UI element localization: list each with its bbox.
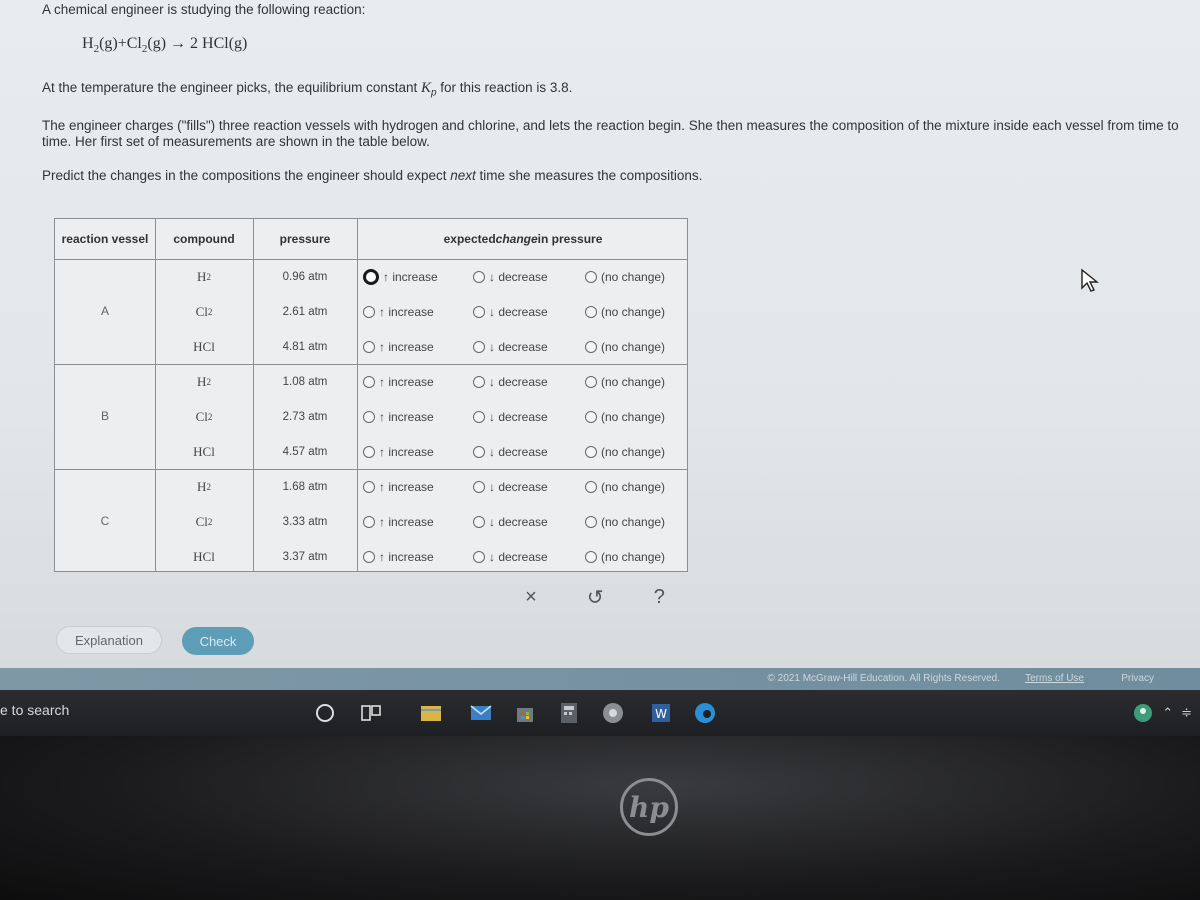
kp-prefix: At the temperature the engineer picks, the equilibrium constant [42, 80, 421, 95]
radio-button[interactable] [585, 481, 597, 493]
pressure-cell: 1.68 atm [282, 480, 328, 493]
radio-button[interactable] [473, 376, 485, 388]
increase-option[interactable] [363, 504, 434, 539]
windows-taskbar [0, 690, 1200, 736]
compound-cell [155, 294, 253, 329]
radio-button[interactable] [585, 306, 597, 318]
nochange-label: (no change) [601, 444, 666, 459]
calculator-icon[interactable] [556, 700, 582, 726]
pressure-cell: 2.73 atm [282, 410, 328, 423]
header-change [357, 219, 689, 259]
radio-button[interactable] [473, 516, 485, 528]
nochange-label: (no change) [601, 269, 666, 284]
table-row [55, 329, 687, 364]
header-compound: compound [173, 231, 235, 246]
radio-button[interactable] [363, 446, 375, 458]
header-change-em: change [495, 231, 538, 246]
nochange-label: (no change) [601, 374, 666, 389]
increase-option[interactable] [363, 539, 434, 574]
answer-actions [500, 584, 690, 610]
pressure-table [54, 218, 688, 572]
nochange-label: (no change) [601, 409, 666, 424]
nochange-label: (no change) [601, 304, 666, 319]
network-icon[interactable]: ≑ [1181, 705, 1192, 720]
cortana-icon[interactable] [312, 700, 338, 726]
increase-label: ↑ increase [383, 269, 438, 284]
compound-symbol: H [197, 268, 207, 284]
check-button[interactable]: Check [182, 627, 254, 655]
decrease-option[interactable] [473, 504, 548, 539]
copyright-text: © 2021 McGraw-Hill Education. All Rights Reserved. [767, 673, 1000, 684]
eq-h2-state: (g)+Cl [99, 35, 142, 52]
increase-label: ↑ increase [379, 409, 434, 424]
kp-subscript: p [430, 87, 437, 99]
predict-text [42, 168, 702, 184]
table-row [55, 539, 687, 574]
nochange-label: (no change) [601, 514, 666, 529]
decrease-label: ↓ decrease [489, 444, 548, 459]
radio-button[interactable] [585, 376, 597, 388]
radio-button[interactable] [363, 376, 375, 388]
table-row [55, 364, 687, 399]
predict-b: time she measures the compositions. [475, 168, 703, 183]
compound-cell [155, 399, 253, 434]
compound-subscript: 2 [206, 481, 211, 492]
vessel-label: B [100, 408, 109, 423]
radio-button[interactable] [363, 269, 379, 285]
file-explorer-icon[interactable] [418, 700, 444, 726]
predict-em: next [450, 168, 476, 183]
table-row [55, 259, 687, 294]
eq-rest: (g) → 2 HCl(g) [147, 35, 248, 52]
radio-button[interactable] [363, 481, 375, 493]
kp-suffix: for this reaction is 3.8. [436, 80, 573, 95]
radio-button[interactable] [363, 516, 375, 528]
word-icon[interactable] [648, 700, 674, 726]
reaction-equation [82, 36, 247, 57]
radio-button[interactable] [473, 411, 485, 423]
intro-text: A chemical engineer is studying the following reaction: [42, 2, 366, 17]
nochange-label: (no change) [601, 339, 666, 354]
radio-button[interactable] [585, 411, 597, 423]
chevron-up-icon[interactable]: ⌃ [1162, 705, 1174, 720]
increase-option[interactable] [363, 434, 434, 469]
increase-label: ↑ increase [379, 479, 434, 494]
compound-cell [155, 259, 253, 294]
decrease-label: ↓ decrease [489, 479, 548, 494]
compound-subscript: 2 [207, 306, 213, 317]
help-icon[interactable]: ? [653, 585, 665, 608]
explanation-button[interactable]: Explanation [56, 626, 162, 654]
mouse-pointer-icon [1080, 268, 1102, 294]
decrease-option[interactable] [473, 364, 548, 399]
increase-option[interactable] [363, 329, 434, 364]
radio-button[interactable] [363, 341, 375, 353]
radio-button[interactable] [585, 516, 597, 528]
increase-option[interactable] [363, 399, 434, 434]
table-row [55, 294, 687, 329]
nochange-option[interactable] [585, 294, 665, 329]
decrease-option[interactable] [473, 434, 548, 469]
radio-button[interactable] [473, 551, 485, 563]
pressure-cell: 3.37 atm [282, 550, 328, 563]
compound-subscript: 2 [206, 271, 211, 282]
radio-button[interactable] [473, 481, 485, 493]
decrease-label: ↓ decrease [489, 374, 548, 389]
increase-option[interactable] [363, 364, 434, 399]
radio-button[interactable] [473, 341, 485, 353]
compound-symbol: HCl [193, 548, 215, 564]
pressure-cell: 4.57 atm [282, 445, 328, 458]
undo-icon[interactable]: ↺ [586, 586, 604, 609]
compound-symbol: H [197, 373, 207, 389]
decrease-option[interactable] [473, 399, 548, 434]
clear-icon[interactable]: × [525, 585, 537, 608]
radio-button[interactable] [363, 551, 375, 563]
store-icon[interactable] [512, 700, 538, 726]
privacy-link[interactable]: Privacy [1121, 673, 1154, 684]
eq-h2-sub: 2 [93, 43, 100, 56]
compound-cell [155, 539, 253, 574]
compound-cell [155, 364, 253, 399]
decrease-option[interactable] [473, 539, 548, 574]
pressure-cell: 1.08 atm [282, 375, 328, 388]
pressure-cell: 2.61 atm [282, 305, 328, 318]
table-row [55, 434, 687, 469]
increase-option[interactable] [363, 259, 438, 294]
increase-label: ↑ increase [379, 444, 434, 459]
header-change-b: in pressure [537, 231, 603, 246]
task-view-icon[interactable] [358, 700, 384, 726]
edge-icon[interactable] [692, 700, 718, 726]
increase-label: ↑ increase [379, 514, 434, 529]
decrease-label: ↓ decrease [489, 514, 548, 529]
radio-button[interactable] [473, 446, 485, 458]
increase-option[interactable] [363, 469, 434, 504]
compound-cell [155, 329, 253, 364]
radio-button[interactable] [585, 271, 597, 283]
radio-button[interactable] [585, 446, 597, 458]
decrease-label: ↓ decrease [489, 549, 548, 564]
compound-symbol: Cl [195, 408, 208, 424]
pressure-cell: 4.81 atm [282, 340, 328, 353]
radio-button[interactable] [585, 341, 597, 353]
nochange-option[interactable] [585, 504, 665, 539]
vessel-label: A [100, 303, 109, 318]
eq-h2: H [82, 35, 94, 52]
nochange-option[interactable] [585, 434, 665, 469]
terms-link[interactable]: Terms of Use [1025, 673, 1084, 684]
header-change-a: expected [443, 231, 496, 246]
increase-label: ↑ increase [379, 549, 434, 564]
nochange-option[interactable] [585, 399, 665, 434]
compound-symbol: H [197, 478, 207, 494]
decrease-label: ↓ decrease [489, 304, 548, 319]
compound-cell [155, 504, 253, 539]
user-avatar-icon[interactable] [1132, 702, 1154, 724]
svg-text:W: W [655, 707, 667, 721]
compound-cell [155, 434, 253, 469]
decrease-label: ↓ decrease [489, 269, 548, 284]
compound-symbol: HCl [193, 443, 215, 459]
radio-button[interactable] [473, 306, 485, 318]
decrease-option[interactable] [473, 294, 548, 329]
nochange-label: (no change) [601, 479, 666, 494]
table-row [55, 469, 687, 504]
increase-option[interactable] [363, 294, 434, 329]
decrease-label: ↓ decrease [489, 339, 548, 354]
increase-label: ↑ increase [379, 339, 434, 354]
table-row [55, 399, 687, 434]
nochange-option[interactable] [585, 259, 665, 294]
predict-a: Predict the changes in the compositions the engineer should expect [42, 168, 451, 183]
chrome-icon[interactable] [600, 700, 626, 726]
decrease-option[interactable] [473, 329, 548, 364]
nochange-option[interactable] [585, 469, 665, 504]
table-row [55, 504, 687, 539]
footer-bar [0, 668, 1200, 690]
taskbar-search-box[interactable]: e to search [0, 702, 70, 718]
compound-symbol: Cl [195, 303, 208, 319]
kp-statement [42, 80, 572, 102]
radio-button[interactable] [363, 306, 375, 318]
nochange-option[interactable] [585, 364, 665, 399]
decrease-option[interactable] [473, 469, 548, 504]
vessel-label: C [100, 513, 110, 528]
system-tray [1132, 702, 1192, 724]
compound-subscript: 2 [207, 411, 213, 422]
charges-text: The engineer charges ("fills") three reaction vessels with hydrogen and chlorine, and lets the reaction begin. She then measures the composition of the mixture inside each vessel from time to time. Her first set of measurements are shown in the table below. [42, 118, 1179, 149]
nochange-option[interactable] [585, 329, 665, 364]
increase-label: ↑ increase [379, 374, 434, 389]
laptop-bezel [0, 736, 1200, 900]
compound-symbol: Cl [195, 513, 208, 529]
nochange-label: (no change) [601, 549, 666, 564]
mail-icon[interactable] [468, 700, 494, 726]
compound-subscript: 2 [207, 516, 213, 527]
hp-logo: hp [620, 778, 678, 836]
increase-label: ↑ increase [379, 304, 434, 319]
eq-cl2-sub: 2 [141, 43, 148, 56]
radio-button[interactable] [585, 551, 597, 563]
pressure-cell: 0.96 atm [282, 270, 328, 283]
decrease-option[interactable] [473, 259, 548, 294]
nochange-option[interactable] [585, 539, 665, 574]
header-pressure: pressure [279, 231, 331, 246]
radio-button[interactable] [363, 411, 375, 423]
header-vessel: reaction vessel [61, 231, 149, 246]
radio-button[interactable] [473, 271, 485, 283]
compound-symbol: HCl [193, 338, 215, 354]
decrease-label: ↓ decrease [489, 409, 548, 424]
compound-subscript: 2 [206, 376, 211, 387]
compound-cell [155, 469, 253, 504]
pressure-cell: 3.33 atm [282, 515, 328, 528]
kp-symbol: K [420, 80, 431, 96]
